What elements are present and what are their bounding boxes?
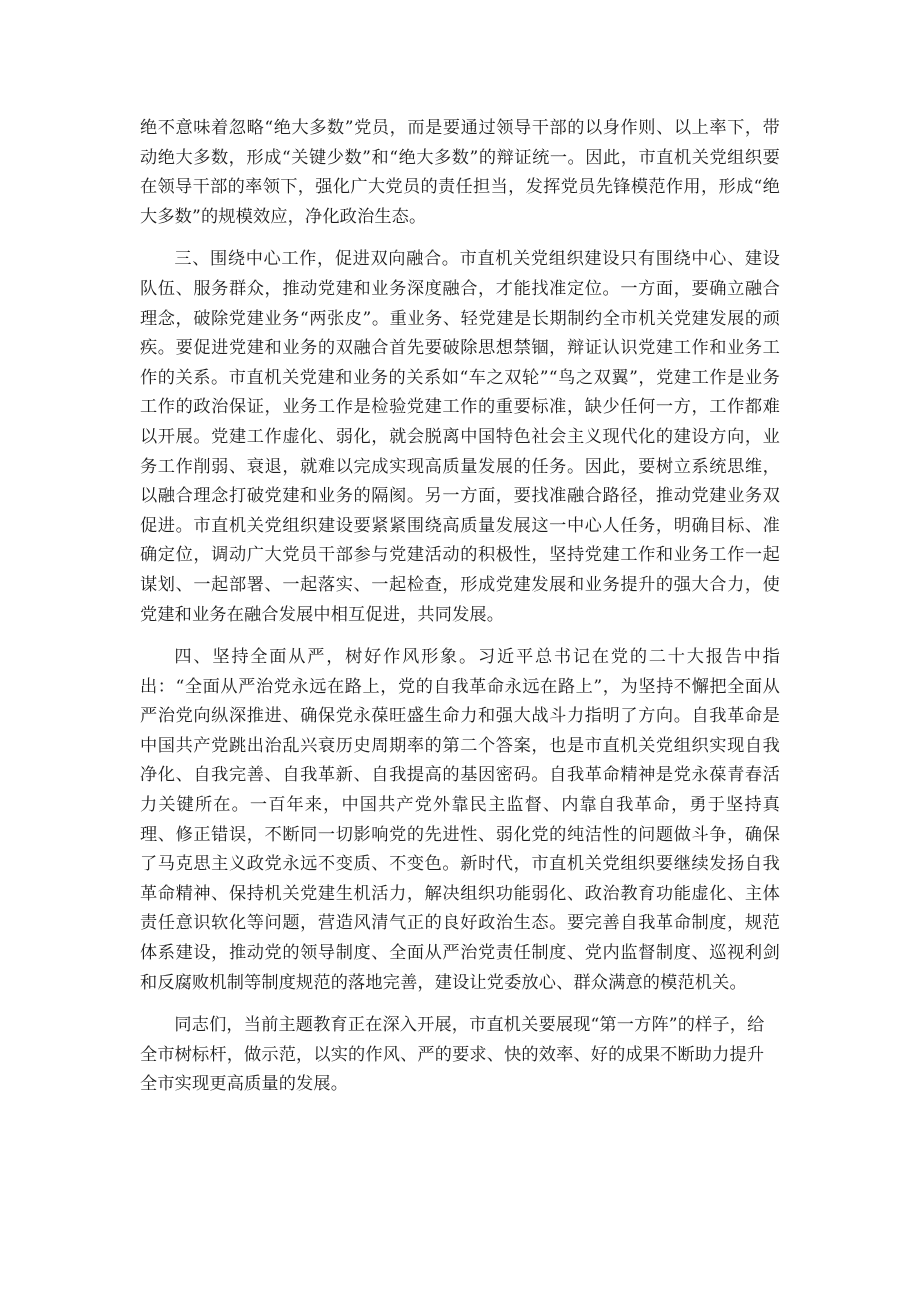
paragraph-section-four: 四、坚持全面从严，树好作风形象。习近平总书记在党的二十大报告中指出：“全面从严治党永远在路上，党的自我革命永远在路上”，为坚持不懈把全面从严治党向纵深推进、确保党永葆旺盛生命力和强大战斗力指明了方向。自我革命是中国共产党跳出治乱兴衰历史周期率的第二个答案，也是市直机关党组织实现自我净化、自我完善、自我革新、自我提高的基因密码。自我革命精神是党永葆青春活力关键所在。一百年来，中国共产党外靠民主监督、内靠自我革命，勇于坚持真理、修正错误，不断同一切影响党的先进性、弱化党的纯洁性的问题做斗争，确保了马克思主义政党永远不变质、不变色。新时代，市直机关党组织要继续发扬自我革命精神、保持机关党建生机活力，解决组织功能弱化、政治教育功能虚化、主体责任意识软化等问题，营造风清气正的良好政治生态。要完善自我革命制度，规范体系建设，推动党的领导制度、全面从严治党责任制度、党内监督制度、巡视利剑和反腐败机制等制度规范的落地完善，建设让党委放心、群众满意的模范机关。	[140, 647, 780, 993]
paragraph-section-three: 三、围绕中心工作，促进双向融合。市直机关党组织建设只有围绕中心、建设队伍、服务群众，推动党建和业务深度融合，才能找准定位。一方面，要确立融合理念，破除党建业务“两张皮”。重业务、轻党建是长期制约全市机关党建发展的顽疾。要促进党建和业务的双融合首先要破除思想禁锢，辩证认识党建工作和业务工作的关系。市直机关党建和业务的关系如“车之双轮”“鸟之双翼”，党建工作是业务工作的政治保证，业务工作是检验党建工作的重要标准，缺少任何一方，工作都难以开展。党建工作虚化、弱化，就会脱离中国特色社会主义现代化的建设方向，业务工作削弱、衰退，就难以完成实现高质量发展的任务。因此，要树立系统思维，以融合理念打破党建和业务的隔阂。另一方面，要找准融合路径，推动党建业务双促进。市直机关党组织建设要紧紧围绕高质量发展这一中心人任务，明确目标、准确定位，调动广大党员干部参与党建活动的积极性，坚持党建工作和业务工作一起谋划、一起部署、一起落实、一起检查，形成党建发展和业务提升的强大合力，使党建和业务在融合发展中相互促进，共同发展。	[140, 249, 780, 625]
document-body	[140, 114, 780, 1113]
paragraph-continuation: 绝不意味着忽略“绝大多数”党员，而是要通过领导干部的以身作则、以上率下，带动绝大多数，形成“关键少数”和“绝大多数”的辩证统一。因此，市直机关党组织要在领导干部的率领下，强化广大党员的责任担当，发挥党员先锋模范作用，形成“绝大多数”的规模效应，净化政治生态。	[140, 118, 780, 227]
paragraph-closing: 同志们，当前主题教育正在深入开展，市直机关要展现“第一方阵”的样子，给全市树标杆，做示范，以实的作风、严的要求、快的效率、好的成果不断助力提升全市实现更高质量的发展。	[140, 1015, 765, 1095]
